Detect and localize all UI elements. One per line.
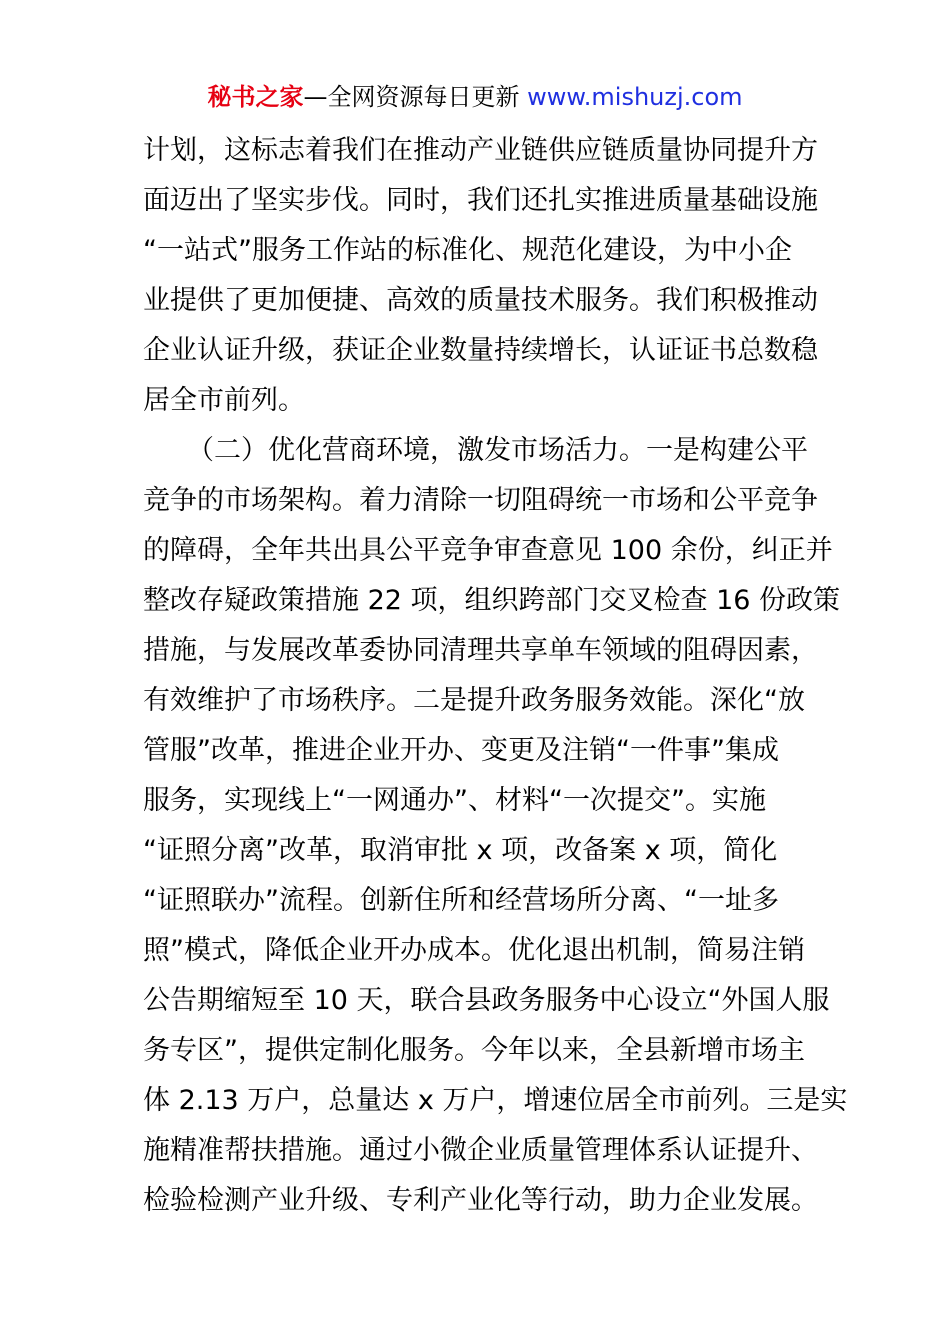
text-line: 竞争的市场架构。着力清除一切阻碍统一市场和公平竞争 — [143, 485, 818, 516]
text-line: 服务，实现线上“一网通办”、材料“一次提交”。实施 — [143, 785, 766, 816]
text-line: 施精准帮扶措施。通过小微企业质量管理体系认证提升、 — [143, 1135, 818, 1166]
text-line: “证照分离”改革，取消审批 x 项，改备案 x 项，简化 — [143, 835, 778, 866]
text-line: （二）优化营商环境，激发市场活力。一是构建公平 — [187, 435, 808, 466]
site-tagline: —全网资源每日更新 — [303, 83, 528, 111]
site-url-link[interactable]: www.mishuzj.com — [527, 83, 743, 111]
text-line: 照”模式，降低企业开办成本。优化退出机制，简易注销 — [143, 935, 805, 966]
document-body — [143, 126, 848, 1226]
text-line: 面迈出了坚实步伐。同时，我们还扎实推进质量基础设施 — [143, 185, 818, 216]
text-line: 业提供了更加便捷、高效的质量技术服务。我们积极推动 — [143, 285, 818, 316]
text-line: 企业认证升级，获证企业数量持续增长，认证证书总数稳 — [143, 335, 818, 366]
text-line: 措施，与发展改革委协同清理共享单车领域的阻碍因素， — [143, 635, 818, 666]
text-line: 公告期缩短至 10 天，联合县政务服务中心设立“外国人服 — [143, 985, 830, 1016]
text-line: 务专区”，提供定制化服务。今年以来，全县新增市场主 — [143, 1035, 805, 1066]
text-line: “证照联办”流程。创新住所和经营场所分离、“一址多 — [143, 885, 779, 916]
text-line: “一站式”服务工作站的标准化、规范化建设，为中小企 — [143, 235, 792, 266]
text-line: 体 2.13 万户，总量达 x 万户，增速位居全市前列。三是实 — [143, 1085, 848, 1116]
text-line: 管服”改革，推进企业开办、变更及注销“一件事”集成 — [143, 735, 779, 766]
text-line: 有效维护了市场秩序。二是提升政务服务效能。深化“放 — [143, 685, 805, 716]
text-line: 居全市前列。 — [143, 385, 305, 416]
text-line: 计划，这标志着我们在推动产业链供应链质量协同提升方 — [143, 135, 818, 166]
site-header — [0, 80, 950, 114]
text-line: 整改存疑政策措施 22 项，组织跨部门交叉检查 16 份政策 — [143, 585, 841, 616]
site-brand: 秘书之家 — [207, 83, 304, 111]
text-line: 的障碍，全年共出具公平竞争审查意见 100 余份，纠正并 — [143, 535, 833, 566]
text-line: 检验检测产业升级、专利产业化等行动，助力企业发展。 — [143, 1185, 818, 1216]
